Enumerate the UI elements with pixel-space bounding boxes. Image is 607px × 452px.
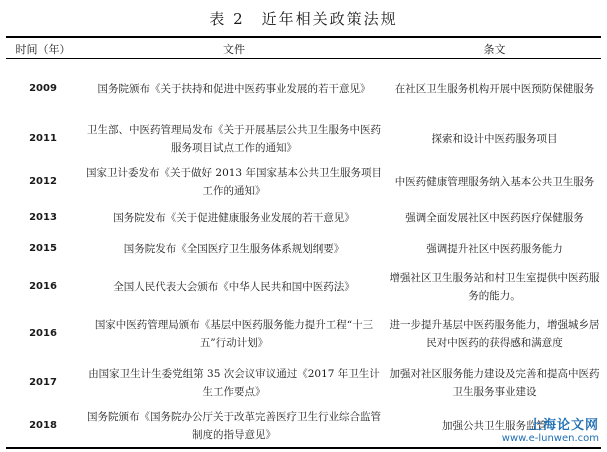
header-rule	[6, 58, 601, 59]
watermark-site-name: 上海论文网	[528, 418, 599, 433]
note-cell: 强调提升社区中医药服务能力	[426, 243, 563, 255]
table-row	[6, 62, 601, 116]
document-cell: 国家卫计委发布《关于做好 2013 年国家基本公共卫生服务项目工作的通知》	[86, 167, 382, 197]
document-cell: 国家中医药管理局颁布《基层中医药服务能力提升工程“十三五”行动计划》	[94, 319, 374, 349]
year-cell: 2016	[29, 328, 57, 339]
note-cell: 中医药健康管理服务纳入基本公共卫生服务	[394, 176, 595, 188]
note-cell: 进一步提升基层中医药服务能力，增强城乡居民对中医药的获得感和满意度	[389, 319, 600, 349]
bottom-rule	[6, 447, 601, 449]
table-row	[6, 116, 601, 161]
note-cell: 探索和设计中医药服务项目	[431, 132, 558, 145]
table-row	[6, 308, 601, 360]
document-cell: 全国人民代表大会颁布《中华人民共和国中医药法》	[113, 281, 355, 293]
table-row	[6, 360, 601, 405]
note-cell: 强调全面发展社区中医药医疗保健服务	[405, 211, 584, 224]
watermark	[502, 414, 599, 444]
year-cell: 2018	[29, 420, 57, 431]
table-row	[6, 203, 601, 232]
watermark-url: www.e-lunwen.com	[501, 433, 599, 444]
document-cell: 卫生部、中医药管理局发布《关于开展基层公共卫生服务中医药服务项目试点工作的通知》	[87, 123, 381, 154]
table-row	[6, 161, 601, 203]
document-cell: 国务院发布《关于促进健康服务业发展的若干意见》	[113, 211, 355, 224]
table-row	[6, 232, 601, 266]
header-year: 时间（年）	[15, 43, 71, 56]
year-cell: 2009	[29, 83, 57, 94]
year-cell: 2015	[29, 243, 57, 254]
note-cell: 增强社区卫生服务站和村卫生室提供中医药服务的能力。	[389, 272, 600, 302]
year-cell: 2017	[29, 376, 57, 388]
note-cell: 加强公共卫生服务监管	[442, 420, 547, 432]
document-cell: 国务院颁布《关于扶持和促进中医药事业发展的若干意见》	[97, 83, 371, 95]
year-cell: 2013	[29, 211, 57, 223]
note-cell: 在社区卫生服务机构开展中医预防保健服务	[394, 83, 595, 95]
year-cell: 2012	[29, 176, 57, 187]
year-cell: 2011	[29, 132, 57, 144]
document-cell: 国务院颁布《国务院办公厅关于改革完善医疗卫生行业综合监管制度的指导意见》	[87, 411, 381, 441]
header-note: 条文	[483, 43, 506, 56]
year-cell: 2016	[29, 281, 57, 292]
table-title: 表 2 近年相关政策法规	[209, 10, 398, 28]
header-document: 文件	[223, 43, 245, 56]
note-cell: 加强对社区服务能力建设及完善和提高中医药卫生服务事业建设	[389, 367, 600, 398]
table-row	[6, 266, 601, 308]
document-cell: 由国家卫生计生委党组第 35 次会议审议通过《2017 年卫生计生工作要点》	[88, 367, 380, 398]
top-rule	[6, 36, 601, 38]
document-cell: 国务院发布《全国医疗卫生服务体系规划纲要》	[123, 243, 345, 255]
